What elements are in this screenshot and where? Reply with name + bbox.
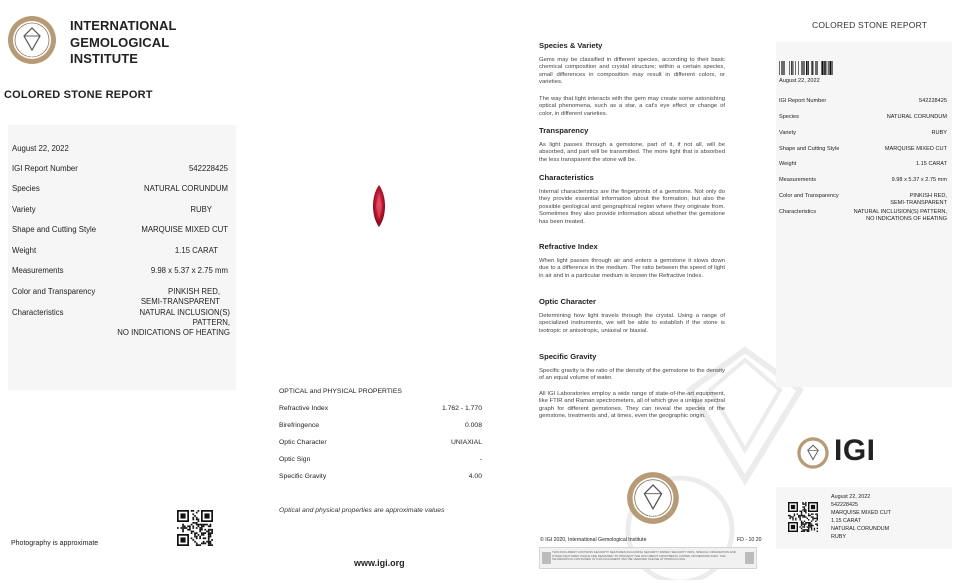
- properties-note: Optical and physical properties are approximate values: [279, 507, 445, 514]
- field-label: Shape and Cutting Style: [12, 225, 97, 234]
- report-title: COLORED STONE REPORT: [4, 89, 153, 101]
- card-line: August 22, 2022: [831, 494, 871, 500]
- seal-year: 1975: [26, 54, 38, 60]
- card-line: 542228425: [831, 502, 858, 508]
- report-title-right: COLORED STONE REPORT: [812, 20, 928, 30]
- field-value-line: NATURAL INCLUSION(S): [139, 308, 230, 317]
- institute-name-line: GEMOLOGICAL: [70, 34, 170, 50]
- section-paragraph: Internal characteristics are the fingerprints of a gemstone. Not only do they provide essential information about the formation, but also the possible geological and geographical region where they originate from. Sometimes they also provide information about whether the gemstone has been treated.: [539, 189, 725, 225]
- property-label: Optic Character: [279, 439, 327, 446]
- field-value-line: PINKISH RED,: [168, 287, 220, 296]
- property-label: Optic Sign: [279, 456, 311, 463]
- barcode: [779, 61, 833, 75]
- summary-label: Measurements: [779, 177, 816, 183]
- institute-name-line: INSTITUTE: [70, 51, 139, 66]
- summary-label: Color and Transparency: [779, 193, 839, 199]
- gemstone-photo: [370, 184, 388, 228]
- qr-code[interactable]: [177, 510, 213, 546]
- summary-date: August 22, 2022: [779, 78, 820, 84]
- summary-value-line: SEMI-TRANSPARENT: [890, 199, 947, 206]
- security-icon: [542, 552, 551, 564]
- field-value: RUBY: [190, 205, 212, 214]
- field-label: Measurements: [12, 266, 64, 275]
- property-label: Birefringence: [279, 422, 320, 429]
- summary-value-line: PINKISH RED,: [909, 193, 947, 199]
- summary-label: Characteristics: [779, 209, 816, 215]
- property-value: UNIAXIAL: [451, 439, 482, 446]
- field-label: Variety: [12, 205, 36, 214]
- field-label: Species: [12, 184, 40, 193]
- report-date: August 22, 2022: [12, 144, 69, 153]
- security-notice-bar: [539, 547, 757, 569]
- property-value: 4.00: [468, 473, 482, 480]
- card-line: MARQUISE MIXED CUT: [831, 510, 891, 516]
- section-paragraph: All IGI Laboratories employ a wide range of state-of-the-art equipment, like FTIR and Raman spectrometers, all of which give a unique spectral graph for different gemstones. They can reveal the species of the gemstone, treatments and, at times, even the geographic origin.: [539, 391, 725, 420]
- security-notice-text: THIS DOCUMENT CONTAINS SECURITY FEATURES INCLUDING SECURITY PAPER, SECURITY INKS, SPECIAL ORIGINATION AND OTHER FEATURES WHICH ARE DESIGNED TO PREVENT THE DOCUMENT FROM BEING COPIED OR REPRODUCED. THE INFORMATION CONTAINED IN THIS DOCUMENT MAY BE VERIFIED ONLINE AT WWW.IGI.ORG.: [552, 550, 736, 562]
- grading-panel: [8, 125, 236, 390]
- summary-value: 1.15 CARAT: [916, 161, 947, 167]
- section-paragraph: Specific gravity is the ratio of the density of the gemstone to the density of an equal volume of water.: [539, 368, 725, 382]
- field-value: [117, 308, 230, 338]
- summary-value: 9.98 x 5.37 x 2.75 mm: [891, 177, 947, 183]
- section-heading: Refractive Index: [539, 242, 598, 251]
- property-label: Refractive Index: [279, 405, 329, 412]
- summary-label: Shape and Cutting Style: [779, 146, 840, 152]
- field-label: Color and Transparency: [12, 287, 96, 296]
- website-link[interactable]: www.igi.org: [354, 558, 405, 568]
- summary-label: Variety: [779, 130, 796, 136]
- qr-code[interactable]: [788, 502, 818, 532]
- form-code: FD - 10 20: [737, 537, 762, 543]
- security-icon: [745, 552, 754, 564]
- summary-value: [854, 209, 947, 222]
- section-paragraph: Gems may be classified in different species, according to their basic chemical composition and crystal structure; within a certain species, small differences in composition may result in different colors, or varieties.: [539, 57, 725, 86]
- summary-value: RUBY: [931, 130, 947, 136]
- field-value: MARQUISE MIXED CUT: [141, 225, 228, 234]
- field-label: Characteristics: [12, 308, 64, 317]
- property-value: 1.762 - 1.770: [441, 405, 482, 412]
- section-paragraph: Determining how light travels through the crystal. Using a range of specialized instruments, we will be able to establish if the stone is isotropic or anisotropic, uniaxial or biaxial.: [539, 313, 725, 334]
- section-heading: Optic Character: [539, 297, 596, 306]
- igi-seal-icon: [6, 14, 58, 66]
- summary-value-line: NATURAL INCLUSION(S) PATTERN,: [853, 209, 947, 215]
- seal-year: 1975: [647, 513, 659, 520]
- property-value: 0.008: [464, 422, 482, 429]
- properties-title: OPTICAL and PHYSICAL PROPERTIES: [279, 388, 402, 395]
- field-value: 9.98 x 5.37 x 2.75 mm: [150, 266, 228, 275]
- property-label: Specific Gravity: [279, 473, 327, 480]
- field-value: NATURAL CORUNDUM: [143, 184, 228, 193]
- summary-value: NATURAL CORUNDUM: [886, 114, 947, 120]
- field-label: IGI Report Number: [12, 164, 78, 173]
- field-value-line: PATTERN,: [192, 318, 230, 327]
- field-value-line: NO INDICATIONS OF HEATING: [117, 328, 230, 337]
- field-value: [141, 287, 220, 307]
- igi-seal-icon: [625, 470, 681, 526]
- summary-label: Weight: [779, 161, 797, 167]
- section-heading: Transparency: [539, 126, 589, 135]
- section-paragraph: The way that light interacts with the gem may create some astonishing optical phenomena, such as a star, a cat's eye effect or change of color, in different varieties.: [539, 96, 725, 117]
- brand-logo-text: IGI: [834, 434, 876, 467]
- institute-name: [70, 18, 177, 68]
- section-heading: Species & Variety: [539, 41, 603, 50]
- summary-value-line: NO INDICATIONS OF HEATING: [866, 215, 947, 222]
- card-line: 1.15 CARAT: [831, 518, 861, 524]
- field-value-line: SEMI-TRANSPARENT: [140, 297, 220, 306]
- summary-label: Species: [779, 114, 799, 120]
- section-heading: Specific Gravity: [539, 352, 597, 361]
- card-line: RUBY: [831, 534, 846, 540]
- property-value: -: [479, 456, 482, 463]
- section-heading: Characteristics: [539, 173, 594, 182]
- photography-note: Photography is approximate: [11, 540, 99, 547]
- section-paragraph: As light passes through a gemstone, part of it, if not all, will be absorbed, and part will be transmitted. The more light that is absorbed the less transparent the stone will be.: [539, 142, 725, 163]
- summary-value: 542228425: [919, 98, 947, 104]
- summary-label: IGI Report Number: [779, 98, 827, 104]
- field-value: 542228425: [188, 164, 228, 173]
- card-line: NATURAL CORUNDUM: [831, 526, 890, 532]
- copyright-text: © IGI 2020, International Gemological Institute: [540, 537, 647, 543]
- summary-value: [890, 193, 947, 206]
- summary-value: MARQUISE MIXED CUT: [884, 146, 947, 152]
- institute-name-line: INTERNATIONAL: [70, 18, 177, 33]
- field-label: Weight: [12, 246, 37, 255]
- igi-seal-icon: [796, 436, 830, 470]
- section-paragraph: When light passes through air and enters a gemstone it slows down due to a difference in the medium. The ratio between the speed of light in air and in a particular medium is known the Refractive Index.: [539, 258, 725, 279]
- field-value: 1.15 CARAT: [174, 246, 218, 255]
